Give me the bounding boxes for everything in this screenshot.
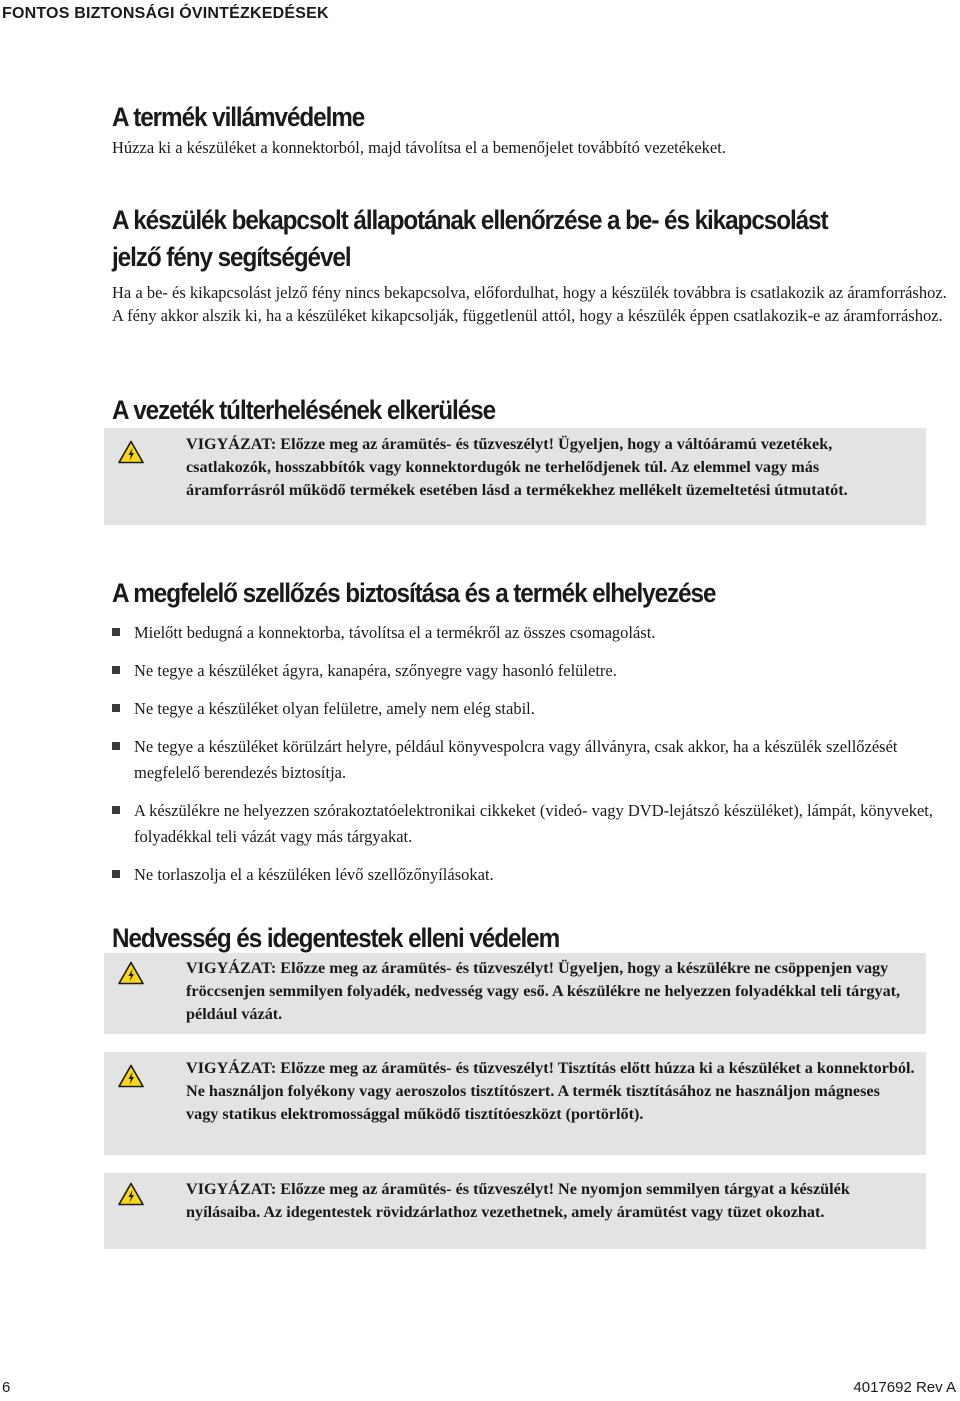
list-item: Mielőtt bedugná a konnektorba, távolítsa el a termékről az összes csomagolást. bbox=[112, 620, 954, 646]
heading-power-check-line2: jelző fény segítségével bbox=[112, 242, 351, 272]
list-item: Ne torlaszolja el a készüléken lévő szellőzőnyílásokat. bbox=[112, 862, 954, 888]
warning-text-overload: VIGYÁZAT: Előzze meg az áramütés- és tűzveszélyt! Ügyeljen, hogy a váltóáramú vezetékek, csatlakozók, hosszabbítók vagy konnektordugók ne terhelődjenek túl. Az elemmel vagy más áramforrásról működő termékek esetében lásd a termékekhez mellékelt üzemeltetési útmutatót. bbox=[186, 435, 848, 499]
list-item: Ne tegye a készüléket körülzárt helyre, például könyvespolcra vagy állványra, csak akkor, ha a készülék szellőzését megfelelő berendezés biztosítja. bbox=[112, 734, 954, 786]
electrical-hazard-triangle-icon bbox=[118, 440, 144, 464]
warning-box-moisture-3 bbox=[104, 1173, 926, 1249]
warning-text-moisture-2: VIGYÁZAT: Előzze meg az áramütés- és tűzveszélyt! Tisztítás előtt húzza ki a készüléket a konnektorból. Ne használjon folyékony vagy aeroszolos tisztítószert. A termék tisztításához ne használjon mágneses vagy statikus elektromossággal működő tisztítóeszközt (portörlőt). bbox=[186, 1059, 915, 1123]
page-header-title: FONTOS BIZTONSÁGI ÓVINTÉZKEDÉSEK bbox=[2, 5, 329, 22]
heading-overload: A vezeték túlterhelésének elkerülése bbox=[112, 395, 496, 425]
document-id: 4017692 Rev A bbox=[853, 1379, 956, 1396]
square-bullet-icon bbox=[112, 628, 120, 636]
warning-box-moisture-1 bbox=[104, 953, 926, 1034]
square-bullet-icon bbox=[112, 704, 120, 712]
warning-box-moisture-2 bbox=[104, 1052, 926, 1155]
list-item: Ne tegye a készüléket ágyra, kanapéra, szőnyegre vagy hasonló felületre. bbox=[112, 658, 954, 684]
electrical-hazard-triangle-icon bbox=[118, 1182, 144, 1206]
warning-box-overload bbox=[104, 428, 926, 525]
warning-text-moisture-3: VIGYÁZAT: Előzze meg az áramütés- és tűzveszélyt! Ne nyomjon semmilyen tárgyat a készülék nyílásaiba. Az idegentestek rövidzárlathoz vezethetnek, amely áramütést vagy tüzet okozhat. bbox=[186, 1180, 850, 1221]
square-bullet-icon bbox=[112, 870, 120, 878]
text-lightning: Húzza ki a készüléket a konnektorból, majd távolítsa el a bemenőjelet továbbító vezetékeket. bbox=[112, 138, 726, 157]
list-item: Ne tegye a készüléket olyan felületre, amely nem elég stabil. bbox=[112, 696, 954, 722]
electrical-hazard-triangle-icon bbox=[118, 1064, 144, 1088]
list-item: A készülékre ne helyezzen szórakoztatóelektronikai cikkeket (videó- vagy DVD-lejátszó készüléket), lámpát, könyveket, folyadékkal teli vázát vagy más tárgyakat. bbox=[112, 798, 954, 850]
text-power-check: Ha a be- és kikapcsolást jelző fény nincs bekapcsolva, előfordulhat, hogy a készülék továbbra is csatlakozik az áramforráshoz. A fény akkor alszik ki, ha a készüléket kikapcsolják, függetlenül attól, hogy a készülék éppen csatlakozik-e az áramforráshoz. bbox=[112, 283, 947, 325]
heading-power-check-line1: A készülék bekapcsolt állapotának ellenőrzése a be- és kikapcsolást bbox=[112, 205, 828, 235]
square-bullet-icon bbox=[112, 806, 120, 814]
ventilation-bullet-list bbox=[112, 620, 954, 888]
electrical-hazard-triangle-icon bbox=[118, 961, 144, 985]
heading-ventilation: A megfelelő szellőzés biztosítása és a termék elhelyezése bbox=[112, 578, 716, 608]
heading-moisture: Nedvesség és idegentestek elleni védelem bbox=[112, 923, 560, 953]
heading-lightning: A termék villámvédelme bbox=[112, 102, 365, 132]
warning-text-moisture-1: VIGYÁZAT: Előzze meg az áramütés- és tűzveszélyt! Ügyeljen, hogy a készülékre ne csöppenjen vagy fröccsenjen semmilyen folyadék, nedvesség vagy eső. A készülékre ne helyezzen folyadékkal teli tárgyat, például vázát. bbox=[186, 959, 901, 1023]
page-number: 6 bbox=[2, 1379, 11, 1396]
square-bullet-icon bbox=[112, 742, 120, 750]
square-bullet-icon bbox=[112, 666, 120, 674]
